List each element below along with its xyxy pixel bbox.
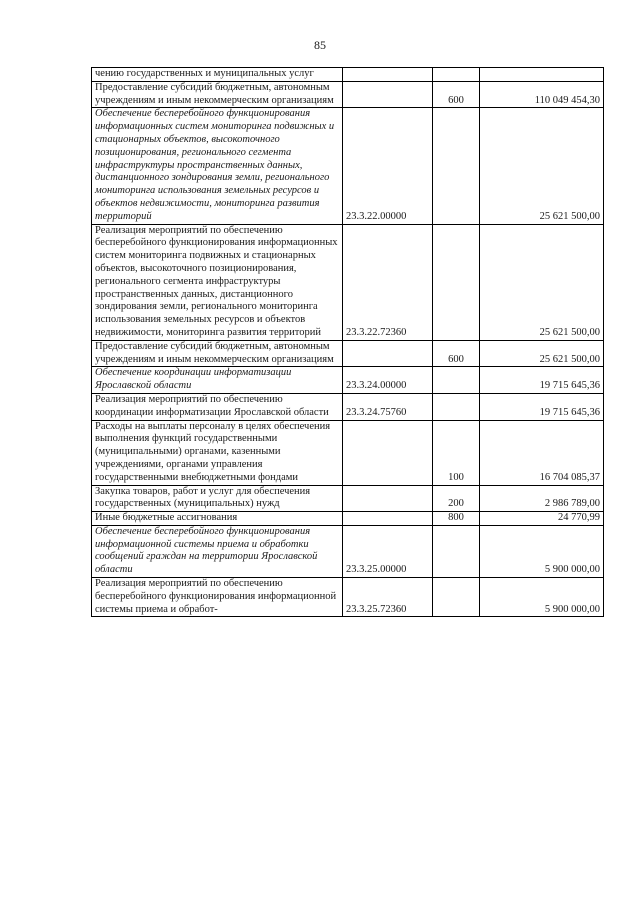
row-type-cell xyxy=(433,393,480,420)
table-row xyxy=(92,340,604,367)
row-name-cell: Закупка товаров, работ и услуг для обеспечения государственных (муниципальных) нужд xyxy=(92,485,343,512)
row-type-cell xyxy=(433,68,480,82)
row-name-cell: Предоставление субсидий бюджетным, автономным учреждениям и иным некоммерческим организациям xyxy=(92,340,343,367)
row-code-cell xyxy=(343,420,433,485)
table-row xyxy=(92,367,604,394)
table-row xyxy=(92,420,604,485)
row-name-cell: Иные бюджетные ассигнования xyxy=(92,512,343,526)
table-row xyxy=(92,393,604,420)
row-name-cell: Реализация мероприятий по обеспечению бесперебойного функционирования информационных систем мониторинга подвижных и стационарных объектов, высокоточного позиционирования, регионального сегмента инфраструктуры пространственных данных, дистанционного зондирования земли, регионального мониторинга использования земельных ресурсов и объектов недвижимости, мониторинга развития территорий xyxy=(92,224,343,340)
table-row xyxy=(92,578,604,617)
row-type-cell xyxy=(433,224,480,340)
row-code-cell xyxy=(343,68,433,82)
row-name-cell: Обеспечение бесперебойного функционирования информационных систем мониторинга подвижных и стационарных объектов, высокоточного позиционирования, регионального сегмента инфраструктуры пространственных данных, дистанционного зондирования земли, регионального мониторинга использования земельных ресурсов и объектов недвижимости, мониторинга развития территорий xyxy=(92,108,343,224)
row-amount-cell: 5 900 000,00 xyxy=(480,578,604,617)
table-row xyxy=(92,108,604,224)
table-row xyxy=(92,224,604,340)
budget-table xyxy=(91,67,604,617)
row-amount-cell xyxy=(480,68,604,82)
row-code-cell: 23.3.24.00000 xyxy=(343,367,433,394)
row-name-cell: Расходы на выплаты персоналу в целях обеспечения выполнения функций государственными (муниципальными) органами, казенными учреждениями, органами управления государственными внебюджетными фондами xyxy=(92,420,343,485)
row-type-cell: 200 xyxy=(433,485,480,512)
row-name-cell: Реализация мероприятий по обеспечению бесперебойного функционирования информационной системы приема и обработ- xyxy=(92,578,343,617)
row-code-cell: 23.3.22.72360 xyxy=(343,224,433,340)
row-name-cell: чению государственных и муниципальных услуг xyxy=(92,68,343,82)
row-amount-cell: 110 049 454,30 xyxy=(480,81,604,108)
row-type-cell xyxy=(433,525,480,577)
row-amount-cell: 24 770,99 xyxy=(480,512,604,526)
row-amount-cell: 5 900 000,00 xyxy=(480,525,604,577)
budget-table-body xyxy=(92,68,604,617)
row-amount-cell: 19 715 645,36 xyxy=(480,367,604,394)
row-amount-cell: 2 986 789,00 xyxy=(480,485,604,512)
row-code-cell xyxy=(343,512,433,526)
row-code-cell: 23.3.25.00000 xyxy=(343,525,433,577)
row-name-cell: Обеспечение координации информатизации Ярославской области xyxy=(92,367,343,394)
row-amount-cell: 16 704 085,37 xyxy=(480,420,604,485)
row-name-cell: Обеспечение бесперебойного функционирования информационной системы приема и обработки сообщений граждан на территории Ярославской области xyxy=(92,525,343,577)
row-code-cell xyxy=(343,485,433,512)
row-type-cell: 600 xyxy=(433,81,480,108)
row-amount-cell: 19 715 645,36 xyxy=(480,393,604,420)
row-amount-cell: 25 621 500,00 xyxy=(480,224,604,340)
row-amount-cell: 25 621 500,00 xyxy=(480,340,604,367)
row-amount-cell: 25 621 500,00 xyxy=(480,108,604,224)
page-number: 85 xyxy=(314,38,326,52)
row-type-cell xyxy=(433,578,480,617)
row-type-cell: 100 xyxy=(433,420,480,485)
table-row xyxy=(92,68,604,82)
row-name-cell: Предоставление субсидий бюджетным, автономным учреждениям и иным некоммерческим организациям xyxy=(92,81,343,108)
row-type-cell: 600 xyxy=(433,340,480,367)
row-code-cell xyxy=(343,81,433,108)
row-code-cell: 23.3.25.72360 xyxy=(343,578,433,617)
row-code-cell: 23.3.22.00000 xyxy=(343,108,433,224)
row-code-cell xyxy=(343,340,433,367)
row-type-cell xyxy=(433,108,480,224)
table-row xyxy=(92,525,604,577)
table-row xyxy=(92,512,604,526)
row-type-cell xyxy=(433,367,480,394)
row-type-cell: 800 xyxy=(433,512,480,526)
table-row xyxy=(92,81,604,108)
table-row xyxy=(92,485,604,512)
row-name-cell: Реализация мероприятий по обеспечению координации информатизации Ярославской области xyxy=(92,393,343,420)
row-code-cell: 23.3.24.75760 xyxy=(343,393,433,420)
